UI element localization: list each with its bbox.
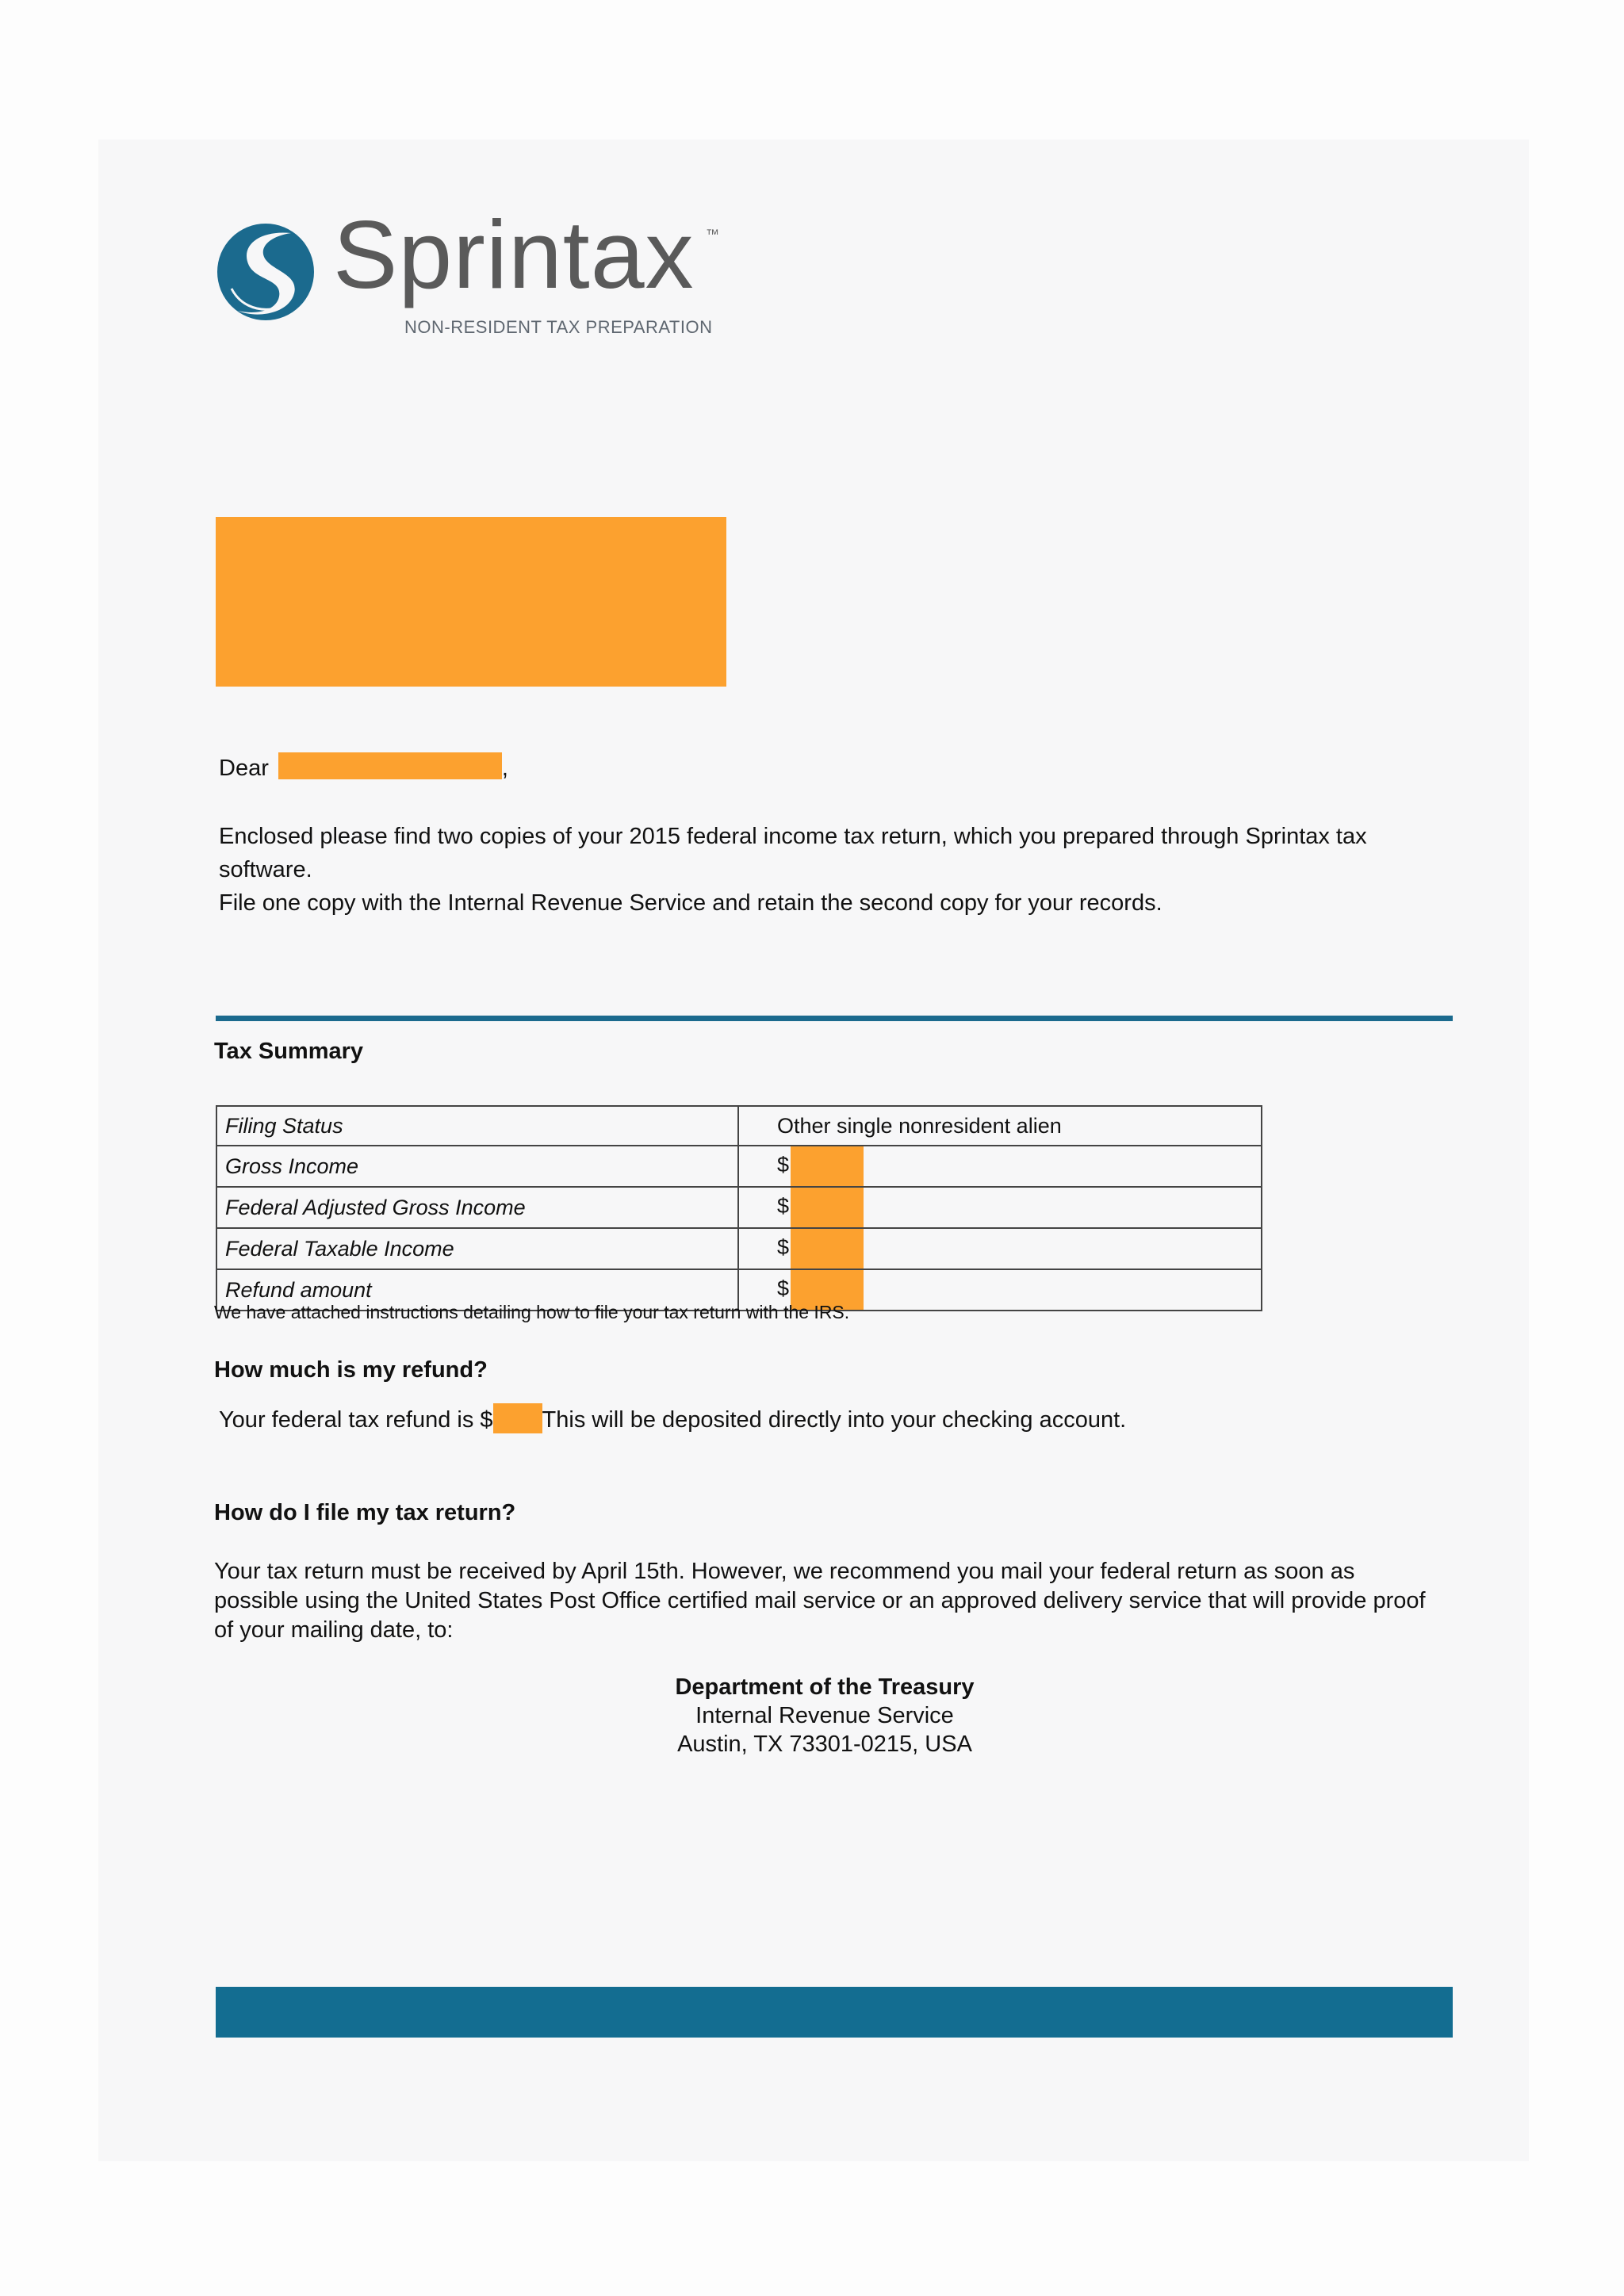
sprintax-logo <box>216 201 739 346</box>
refund-text-before: Your federal tax refund is $ <box>219 1407 493 1433</box>
redacted-amount <box>791 1229 864 1269</box>
redacted-address-block <box>216 517 726 687</box>
irs-mailing-address <box>508 1673 1142 1758</box>
summary-value: Other single nonresident alien <box>738 1106 1262 1146</box>
summary-label: Refund amount <box>216 1269 738 1311</box>
salutation-text: Dear <box>219 756 269 781</box>
intro-paragraph <box>219 820 1440 920</box>
tax-summary-table <box>216 1105 1262 1311</box>
table-row <box>216 1228 1262 1269</box>
redacted-amount <box>791 1188 864 1227</box>
section-divider <box>216 1016 1453 1021</box>
currency-symbol: $ <box>777 1276 790 1301</box>
address-line-1: Department of the Treasury <box>675 1674 975 1700</box>
redacted-name <box>278 752 502 779</box>
salutation <box>219 752 508 785</box>
intro-line-1: Enclosed please find two copies of your 2015 federal income tax return, which you prepared through Sprintax tax software. <box>219 824 1367 882</box>
summary-label: Federal Adjusted Gross Income <box>216 1187 738 1228</box>
table-row <box>216 1146 1262 1187</box>
summary-value <box>738 1187 1262 1228</box>
trademark-symbol: ™ <box>706 227 719 242</box>
tax-summary-heading: Tax Summary <box>214 1039 364 1064</box>
refund-text-after: This will be deposited directly into your checking account. <box>542 1407 1127 1433</box>
sprintax-s-mark-icon <box>216 222 316 322</box>
address-line-2: Internal Revenue Service <box>695 1703 954 1728</box>
currency-symbol: $ <box>777 1153 790 1177</box>
currency-symbol: $ <box>777 1194 790 1219</box>
footer-bar <box>216 1987 1453 2038</box>
refund-heading: How much is my refund? <box>214 1357 488 1383</box>
summary-value <box>738 1228 1262 1269</box>
refund-sentence <box>219 1403 1126 1437</box>
logo-tagline: NON-RESIDENT TAX PREPARATION <box>404 317 713 337</box>
summary-label: Gross Income <box>216 1146 738 1187</box>
salutation-comma: , <box>501 756 508 781</box>
summary-label: Federal Taxable Income <box>216 1228 738 1269</box>
logo-wordmark: Sprintax <box>333 201 695 308</box>
filing-instructions: Your tax return must be received by April 15th. However, we recommend you mail your federal return as soon as possible using the United States Post Office certified mail service or an approved delivery service that will provide proof of your mailing date, to: <box>214 1559 1426 1643</box>
summary-value <box>738 1146 1262 1187</box>
attached-instructions-note: We have attached instructions detailing how to file your tax return with the IRS. <box>214 1302 850 1322</box>
summary-label: Filing Status <box>216 1106 738 1146</box>
redacted-amount <box>791 1146 864 1186</box>
filing-heading: How do I file my tax return? <box>214 1500 516 1525</box>
table-row <box>216 1106 1262 1146</box>
table-row <box>216 1187 1262 1228</box>
intro-line-2: File one copy with the Internal Revenue Service and retain the second copy for your records. <box>219 890 1162 916</box>
redacted-refund-amount <box>493 1403 542 1433</box>
address-line-3: Austin, TX 73301-0215, USA <box>677 1732 972 1757</box>
currency-symbol: $ <box>777 1235 790 1260</box>
